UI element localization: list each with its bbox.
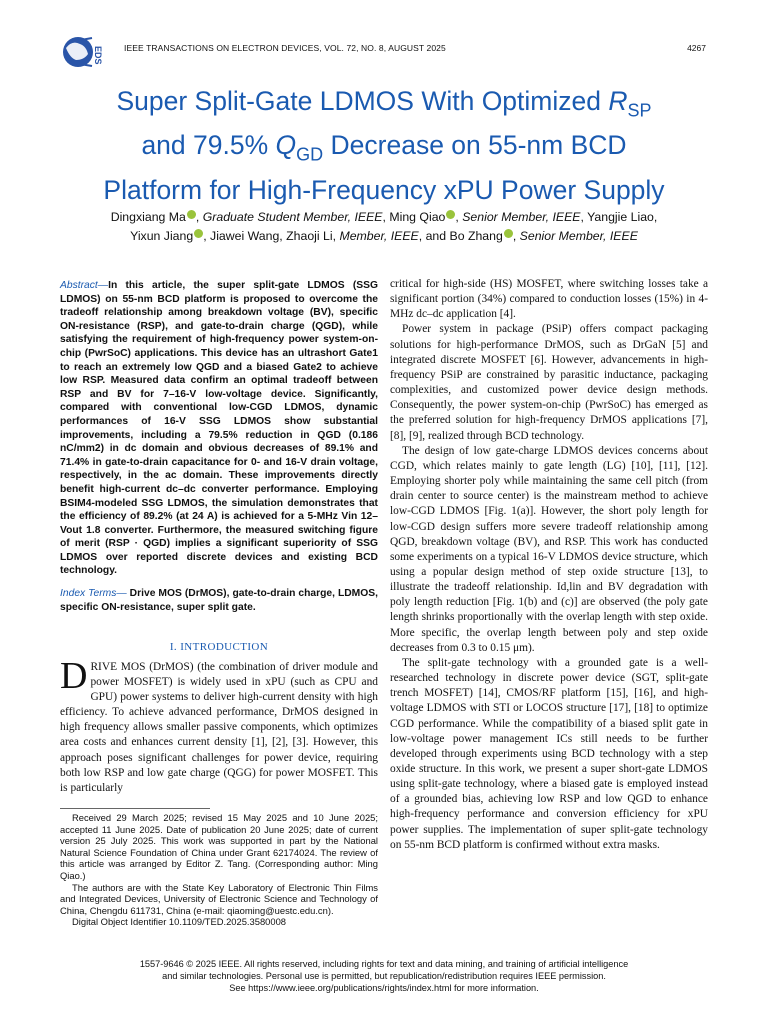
footnote: Received 29 March 2025; revised 15 May 2025 and 10 June 2025; accepted 11 June 2025. Date of publication 20 June 2025; date of current version 25 July 2025. This work was supported in part by the National Natural Science Foundation of China under Grant 62174024. The review of this article was arranged by Editor Z. Tang. (Corresponding author: Ming Qiao.) The authors are with the State Key Laboratory of Electronic Thin Films and Integrated Devices, University of Electronic Science and Technology of China, Chengdu 611731, China (e-mail: qiaoming@uestc.edu.cn). Digital Object Identifier 10.1109/TED.2025.3580008 [60, 812, 378, 928]
orcid-icon[interactable] [504, 229, 513, 238]
eds-logo [58, 30, 112, 74]
orcid-icon[interactable] [187, 210, 196, 219]
intro-paragraph: DRIVE MOS (DrMOS) (the combination of driver module and power MOSFET) is widely used in xPU (such as CPU and GPU) power systems to deliver high-current density with high efficiency. To achieve advanced performance, DrMOS designed in high frequency allows smaller passive components, which optimizes area costs and enhances current density [1], [2], [3]. However, this approach poses significant challenges for power device, requiring both low RSP and low gate charge (QGG) for power MOSFET. This is particularly [60, 655, 378, 794]
copyright-notice: 1557-9646 © 2025 IEEE. All rights reserved, including rights for text and data mining, and training of artificial intelligence and similar technologies. Personal use is permitted, but republication/redistribution requires IEEE permission. See https://www.ieee.org/publications/rights/index.html for more information. [139, 959, 629, 993]
footnote-rule [60, 808, 210, 809]
logo-letters: EDS [93, 46, 103, 65]
section-heading: I. INTRODUCTION [169, 641, 269, 653]
right-column [390, 277, 708, 853]
orcid-icon[interactable] [446, 210, 455, 219]
journal-header: IEEE TRANSACTIONS ON ELECTRON DEVICES, VOL. 72, NO. 8, AUGUST 2025 [124, 43, 446, 53]
author-list: Dingxiang Ma , Graduate Student Member, IEEE, Ming Qiao , Senior Member, IEEE, Yangjie Liao, Yixun Jiang , Jiawei Wang, Zhaoji Li, Member, IEEE, and Bo Zhang , Senior Member, IEEE [110, 210, 658, 243]
paper-title: Super Split-Gate LDMOS With Optimized $R_{SP}$ and 79.5% $Q_{GD}$ Decrease on 55-nm BCD Platform for High-Frequency xPU Power Supply [103, 86, 665, 205]
paragraph: The split-gate technology with a grounded gate is a well-researched technology in discrete power device (SGT, split-gate trench MOSFET) [14], CMOS/RF platform [15], [16], and high-voltage LDMOS with STI or LOCOS structure [17], [18] to optimize CGD performance. While the compatibility of a biased split gate in low-voltage power management ICs still needs to be further developed through experiments using BCD technology with a step oxide structure. In this work, we present a super short-gate LDMOS using split-gate technology, where a biased gate is employed instead of a grounded bias, achieving low RSP and low QGD to enhance high-frequency performance and conversion efficiency for xPU power supplies. The implementation of super split-gate technology on 55-nm BCD platform is confirmed without extra masks. [390, 656, 708, 851]
page-number: 4267 [687, 43, 706, 53]
paragraph: The design of low gate-charge LDMOS devices concerns about CGD, which relates mainly to gate length (LG) [10], [11], [12]. Employing shorter poly while maintaining the same cell pitch (from drain center to source center) is the mainstream method to achieve low-CGD LDMOS [Fig. 1(a)]. However, the short poly length for low-CGD design suffers more severe tradeoff relationship among QGD, breakdown voltage (BV), and RSP. This work has conducted some experiments on a typical 16-V LDMOS device structure, which using a popular design method of step oxide structure [13], to illustrate the tradeoff relationship. Id,lin and BV degradation with poly length reduction [Fig. 1(b) and (c)] are observed (the poly gate length shrinks proportionally with the overlap length with step oxide. More specific, the overlap length between poly and step oxide decreases from 0.3 to 0.15 μm). [390, 444, 708, 654]
abstract-body: In this article, the super split-gate LDMOS (SSG LDMOS) on 55-nm BCD platform is proposed to overcome the tradeoff relationship among breakdown voltage (BV), specific ON-resistance (RSP), and gate-to-drain charge (QGD), while satisfying the requirement of high-frequency power system-on-chip (PwrSoC) applications. This device has an ultrashort Gate1 to reach an extremely low QGD and a biased Gate2 to achieve low RSP. Measured data confirm an optimal tradeoff between RSP and BV for 7–16-V low-voltage device. Significantly, compared with conventional low-CGD LDMOS, dynamic performances of 16-V SSG LDMOS show substantial improvements, including a 79.5% reduction in QGD (0.186 nC/mm2) in dc domain and obvious decreases of 89.1% and 71.4% in gate-to-drain capacitance for 0- and 16-V drain voltage, respectively, in the ac domain. These improvements directly benefit high-current dc–dc converter performance. Employing BSIM4-modeled SSG LDMOS, the simulation demonstrates that the efficiency of 89.2% (at 24 A) is achieved for a 5-MHz Vin 12–Vout 1.8 converter. Furthermore, the measured switching figure of merit (RSP · QGD) implies a significant superiority of SSG LDMOS over reported discrete devices and existing BCD technology. [60, 280, 378, 577]
paragraph: Power system in package (PSiP) offers compact packaging solutions for high-performance DrMOS, such as DrGaN [5] and integrated discrete MOSFET [6]. However, advancements in high-frequency PSiP are constrained by parasitic inductance, packaging complexities, and customized power device design methods. Consequently, the power system-on-chip (PwrSoC) has emerged as the preferred solution for high-frequency DrMOS applications [7], [8], [9], realized through BCD technology. [390, 323, 708, 442]
paragraph: critical for high-side (HS) MOSFET, where switching losses take a significant portion (34%) compared to conduction losses (15%) in 4-MHz dc–dc application [4]. [390, 278, 708, 321]
abstract [60, 279, 378, 578]
drop-cap: D [60, 655, 88, 697]
index-terms: Index Terms— Drive MOS (DrMOS), gate-to-drain charge, LDMOS, specific ON-resistance, super split gate. [60, 588, 378, 613]
abstract-lead: Abstract— [60, 280, 109, 291]
author-name: Dingxiang Ma [110, 210, 186, 224]
orcid-icon[interactable] [194, 229, 203, 238]
